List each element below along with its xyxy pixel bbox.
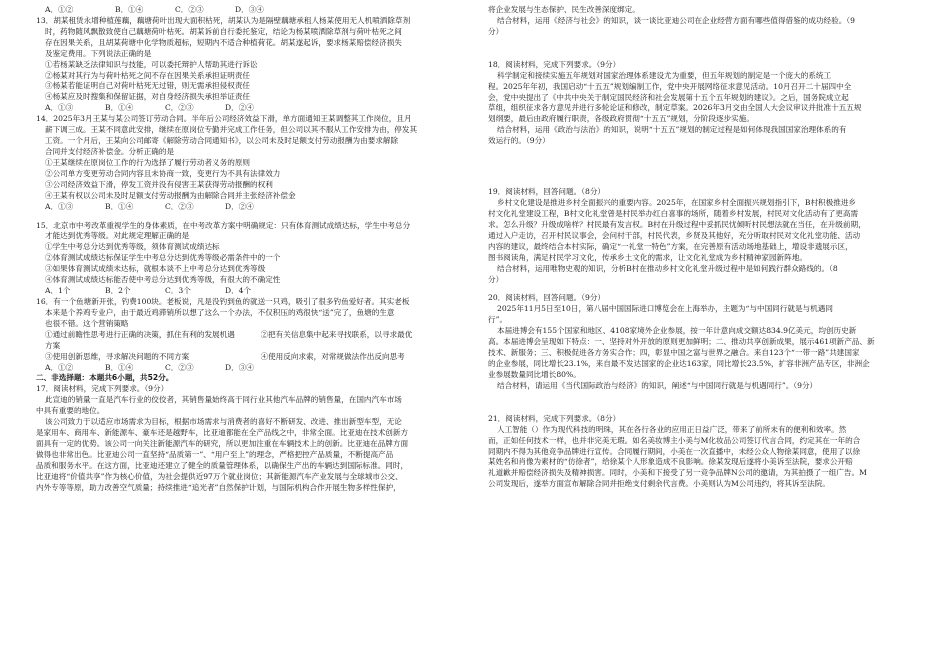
material-text: 做得也非常出色。比亚迪公司一直坚持“品质第一”、“用户至上”的理念，严格把控产品质量，不断提高产品 bbox=[36, 449, 394, 459]
q14-options bbox=[36, 202, 476, 213]
material-text: 村文化礼堂建设工程，B村文化礼堂曾是村民举办红白喜事的场所，随着乡村发展，村民对文化活动有了更高需 bbox=[488, 208, 859, 218]
option: A．①③ bbox=[45, 103, 74, 113]
option: B．①④ bbox=[105, 103, 134, 113]
option: D．②④ bbox=[225, 201, 254, 211]
material-text: 内外专等等原，助力改善空气质量；持续推进“追光者”自然保护计划，与国际机构合作开展生物多样性保护， bbox=[36, 482, 401, 492]
material-text: 而，正如任何技术一样，也并非完美无瑕。如名美妆博主小美与M化妆品公司签订代言合同，约定其在一年的合 bbox=[488, 435, 861, 445]
material-text: 的企业参展，同比增长23.1%，来自最不发达国家的企业达163家，同比增长23.5%，扩容非洲产品专区，非洲企 bbox=[488, 358, 870, 368]
option: C．②③ bbox=[165, 362, 194, 372]
question-text: 也很不错。这个营销策略 bbox=[45, 318, 129, 328]
option: C．②③ bbox=[165, 103, 194, 113]
q15-options bbox=[36, 286, 476, 297]
question-prompt: 分） bbox=[488, 26, 504, 36]
question-heading: 20．阅读材料，回答问题。（9分） bbox=[488, 293, 606, 303]
question-text: 15．北京市中考改革重视学生的身体素质，在中考改革方案中明确规定：只有体育测试成绩达标，学生中考总分 bbox=[36, 220, 411, 230]
question-13 bbox=[36, 16, 476, 114]
option: B．①④ bbox=[105, 201, 134, 211]
statement-item: ③如果体育测试成绩未达标，就根本谈不上中考总分达到优秀等级 bbox=[45, 264, 266, 274]
question-text: 14．2025年3月王某与某公司签订劳动合同。半年后公司经济效益下滑，单方面通知王某调整其工作岗位，且月 bbox=[36, 114, 412, 124]
question-text: 本来是个养鸡专业户，由于最近鸡滞销所以想了这么一个办法，不仅积压的鸡很快“送”完了，鱼塘的生意 bbox=[45, 307, 395, 317]
material-text: 品质和服务水平。在这方面，比亚迪还建立了健全的质量管理体系，以确保生产出的车辆达到国际标准。同时， bbox=[36, 460, 409, 470]
question-15 bbox=[36, 221, 476, 297]
material-text: 中具有重要的地位。 bbox=[36, 406, 105, 416]
material-text: 会，党中央提出了《中共中央关于制定国民经济和社会发展第十五个五年规划的建议》。之后，国务院成立起 bbox=[488, 92, 849, 102]
section-heading: 二、非选择题：本题共6小题，共52分。 bbox=[36, 373, 174, 383]
material-text: 同期内不得为其他竞争品牌进行宣传。合同履行期间，小美在一次直播中，未经公众人物徐某同意，使用了以徐 bbox=[488, 446, 861, 456]
question-17-continued bbox=[488, 5, 918, 38]
statement-item: ③使用创新思维，寻求解决问题的不同方案 bbox=[45, 351, 190, 361]
question-19 bbox=[488, 187, 918, 285]
statement-item: ③杨某若能证明自己对荷叶枯死无过错，则无需承担侵权责任 bbox=[45, 81, 251, 91]
question-text: 及鉴定费用。下列说法正确的是 bbox=[45, 48, 152, 58]
statement-item: ①王某继续在原岗位工作的行为选择了履行劳动者义务的原则 bbox=[45, 157, 251, 167]
question-prompt: 结合材料，运用唯物史观的知识，分析B村在推动乡村文化礼堂升级过程中是如何践行群众路线的。（8 bbox=[497, 263, 838, 273]
answer-space bbox=[488, 392, 918, 414]
question-text: 薪下调三成。王某不同意此安排，继续在原岗位专勤并完成工作任务，但公司以其不服从工作安排为由，停发其 bbox=[45, 125, 418, 135]
option: D．②④ bbox=[225, 103, 254, 113]
option: D．③④ bbox=[235, 5, 264, 14]
question-heading: 21．阅读材料，完成下列要求。（8分） bbox=[488, 413, 621, 423]
material-text: 2025年11月5日至10日，第八届中国国际进口博览会在上海举办，主题为“与中国同行就是与机遇同 bbox=[497, 304, 833, 314]
material-text: 图书阅读角，满足村民学习文化，传承乡土文化的需求，让文化礼堂成为乡村精神家园新阵地。 bbox=[488, 252, 807, 262]
option: C．②③ bbox=[175, 5, 204, 14]
material-text: 草组，组织征求各方意见并进行多轮论证和修改，制定草案。2026年3月交由全国人大会议审议并批准十五五规 bbox=[488, 103, 862, 113]
statement-item: ④杨某应及时搜集和保留证据，对自身经济损失承担举证责任 bbox=[45, 92, 251, 102]
material-text: 程。2025年年初，我国启动“十五五”规划编制工作，党中央开展网络征求意见活动。10月召开二十届四中全 bbox=[488, 81, 852, 91]
question-20 bbox=[488, 293, 918, 391]
question-16 bbox=[36, 297, 476, 373]
right-column bbox=[488, 5, 918, 490]
statement-item: ②把有关信息集中起来寻找联系，以寻求最优 bbox=[260, 329, 413, 339]
question-heading: 17．阅读材料，完成下列要求。（9分） bbox=[36, 384, 169, 394]
question-21 bbox=[488, 414, 918, 490]
question-prompt: 效运行的。（9分） bbox=[488, 136, 550, 146]
material-text: 人工智能（）作为现代科技的明珠，其在各行各业的应用正日益广泛，带来了前所未有的便利和效率。然 bbox=[497, 424, 847, 434]
statement-item: ②体育测试成绩达标保证学生中考总分达到优秀等级必需条件中的一个 bbox=[45, 253, 281, 263]
question-text: 16．有一个鱼塘新开张，钓费100块。老板说，凡是没钓到鱼的就送一只鸡，吸引了很多钓鱼爱好者。其实老板 bbox=[36, 296, 410, 306]
option: B．①④ bbox=[115, 5, 144, 14]
question-prompt: 分） bbox=[488, 274, 504, 284]
material-text: 本届进博会有155个国家和地区、4108家境外企业参展，按一年计意向成交额达834.9亿美元，均创历史新 bbox=[497, 326, 857, 336]
material-text: 科学制定和接续实施五年规划对国家治理体系建设尤为重要，但五年规划的制定是一个庞大的系统工 bbox=[497, 70, 832, 80]
statement-item: 方案 bbox=[45, 340, 61, 350]
answer-space bbox=[488, 38, 918, 60]
question-17 bbox=[36, 384, 476, 493]
material-text: 比亚迪将“价值共享”作为核心价值，为社会提供近97万个就业岗位；其新能源汽车产业发展与全球城市公交、 bbox=[36, 471, 403, 481]
question-14 bbox=[36, 114, 476, 212]
material-text: 某姓名和肖像为素材的“仿徐者”，给徐某个人形象造成不良影响。徐某发现后遂将小美诉至法院，要求公开赔 bbox=[488, 457, 853, 467]
statement-item: ②公司单方变更劳动合同内容且未协商一致，变更行为不具有法律效力 bbox=[45, 168, 281, 178]
answer-space bbox=[488, 147, 918, 187]
material-text: 求。怎么升级？升级成啥样？村民最有发言权。B村在升级过程中妥抓民忧倾听村民想法就在当任，在升级前期， bbox=[488, 219, 866, 229]
material-text: 是家用车、商用车、新能源车、豪车还是越野车，比亚迪都能在全产品线之中，非常全面。比亚迪在技术创新方 bbox=[36, 428, 409, 438]
question-text: 工资。一个月后，王某向公司邮寄《解除劳动合同通知书》，以公司未及时足额支付劳动报酬为由要求解除 bbox=[45, 136, 399, 146]
statement-item: ④王某有权以公司未及时足额支付劳动报酬为由解除合同并主张经济补偿金 bbox=[45, 190, 296, 200]
question-heading: 18．阅读材料，完成下列要求。（9分） bbox=[488, 59, 621, 69]
material-text: 将企业发展与生态保护、民生改善深度绑定。 bbox=[488, 5, 640, 14]
question-18 bbox=[488, 60, 918, 147]
question-text: 合同并支付经济补偿金。分析正确的是 bbox=[45, 146, 175, 156]
q12-options bbox=[36, 5, 476, 16]
statement-row bbox=[36, 330, 476, 341]
material-text: 通过入户走访，召开村民议事会，会问村干部，村民代表，乡贤及其他好，充分听取村民对文化礼堂功能、活动 bbox=[488, 230, 861, 240]
statement-item: ①若杨某缺乏法律知识与技能，可以委托辩护人帮助其进行诉讼 bbox=[45, 59, 258, 69]
question-heading: 19．阅读材料，回答问题。（8分） bbox=[488, 187, 606, 197]
answer-space bbox=[488, 285, 918, 293]
statement-item: ④体育测试成绩达标能否使中考总分达到优秀等级，有很大的不确定性 bbox=[45, 275, 281, 285]
statement-item: ③公司经济效益下滑，停发工资并没有侵害王某获得劳动报酬的权利 bbox=[45, 179, 273, 189]
statement-item: ②杨某对其行为与荷叶枯死之间不存在因果关系承担证明责任 bbox=[45, 70, 251, 80]
option: A．①③ bbox=[45, 201, 74, 211]
option: C．3个 bbox=[165, 286, 191, 296]
statement-item: ①通过前瞻性思考进行正确的决策，抓住有利的发展机遇 bbox=[45, 329, 235, 339]
material-text: 行”。 bbox=[488, 315, 508, 325]
material-text: 内容的建议，最终结合本村实际，确定“一礼堂一特色”方案，在完善原有活动场地基础上，增设非遗展示区， bbox=[488, 241, 853, 251]
spacer bbox=[36, 213, 476, 221]
material-text: 礼道歉并赔偿经济损失及精神损害。同时，小美和下接受了另一竞争品牌N公司的邀请，为其拍摄了一组广告。M bbox=[488, 468, 867, 478]
question-prompt: 结合材料，运用《政治与法治》的知识，说明“十五五”规划的制定过程是如何体现我国国家治理体系的有 bbox=[497, 125, 847, 135]
left-column bbox=[36, 5, 476, 494]
material-text: 业参展数量同比增长80%。 bbox=[488, 369, 581, 379]
material-text: 面具有一定的优势。该公司一向关注新能源汽车的研究，所以更加注重在车辆技术上的创新。比亚迪在品牌方面 bbox=[36, 438, 409, 448]
material-text: 技术、新服务；三、积极促进各方务实合作；四，彰显中国之富与世界之融合。来自123个“一带一路”共建国家 bbox=[488, 348, 860, 358]
option: C．②③ bbox=[165, 201, 194, 211]
q13-options bbox=[36, 103, 476, 114]
statement-row bbox=[36, 352, 476, 363]
option: A．①② bbox=[45, 362, 74, 372]
option: B．2个 bbox=[105, 286, 131, 296]
option: A．1个 bbox=[45, 286, 71, 296]
question-prompt: 结合材料，运用《经济与社会》的知识，谈一谈比亚迪公司在企业经营方面有哪些值得借鉴的成功经验。（9 bbox=[497, 15, 855, 25]
material-text: 划纲要，最后由政府履行职责，各级政府贯彻“十五五”规划，分阶段逐步实施。 bbox=[488, 114, 754, 124]
q16-options bbox=[36, 363, 476, 374]
question-text: 才能达到优秀等级。对此规定理解正确的是 bbox=[45, 231, 190, 241]
question-text: 存在因果关系，且胡某荷塘中化学物质超标，短期内不适合种植荷花。胡某遂起诉，要求杨某赔偿经济损失 bbox=[45, 37, 402, 47]
option: D．③④ bbox=[225, 362, 254, 372]
statement-item: ①学生中考总分达到优秀等级，须体育测试成绩达标 bbox=[45, 242, 220, 252]
material-text: 此宣迪的销量一直是汽车行业的佼佼者，其销售量始终高于同行业其他汽车品牌的销售量，在国内汽车市场 bbox=[45, 395, 402, 405]
material-text: 乡村文化建设是推进乡村全面振兴的重要内容。2025年，在国家乡村全面振兴规划指引下，B村积极推进乡 bbox=[497, 198, 857, 208]
option: B．①④ bbox=[105, 362, 134, 372]
option: D．4个 bbox=[225, 286, 252, 296]
question-text: 13．胡某租赁永增种植莲藕，藕塘荷叶出现大面积枯死，胡某认为是隔壁藕塘承租人杨某使用无人机喷洒除草剂 bbox=[36, 15, 411, 25]
material-text: 该公司致力于以适应市场需求为目标，根据市场需求与消费者的喜好不断研发、改进、推出新型车型，无论 bbox=[45, 417, 402, 427]
material-text: 公司发现后，遂举方面宣布解除合同并拒绝支付剩余代言费。小美则认为M公司违约，将其诉至法院。 bbox=[488, 479, 830, 489]
statement-item: ④使用反向求索，对常规做法作出反向思考 bbox=[260, 351, 405, 361]
question-prompt: 结合材料，请运用《当代国际政治与经济》的知识，阐述“与中国同行就是与机遇同行”。（9分） bbox=[497, 380, 818, 390]
question-text: 时，药物随风飘散致使自己藕塘荷叶枯死。胡某诉前自行委托鉴定，结论为杨某喷洒除草剂与荷叶枯死之间 bbox=[45, 26, 402, 36]
material-text: 高。本届进博会呈现如下特点：一、坚持对外开放的原则更加鲜明；二、推动共享创新成果，展示461项新产品、新 bbox=[488, 337, 875, 347]
option: A．①② bbox=[45, 5, 74, 14]
